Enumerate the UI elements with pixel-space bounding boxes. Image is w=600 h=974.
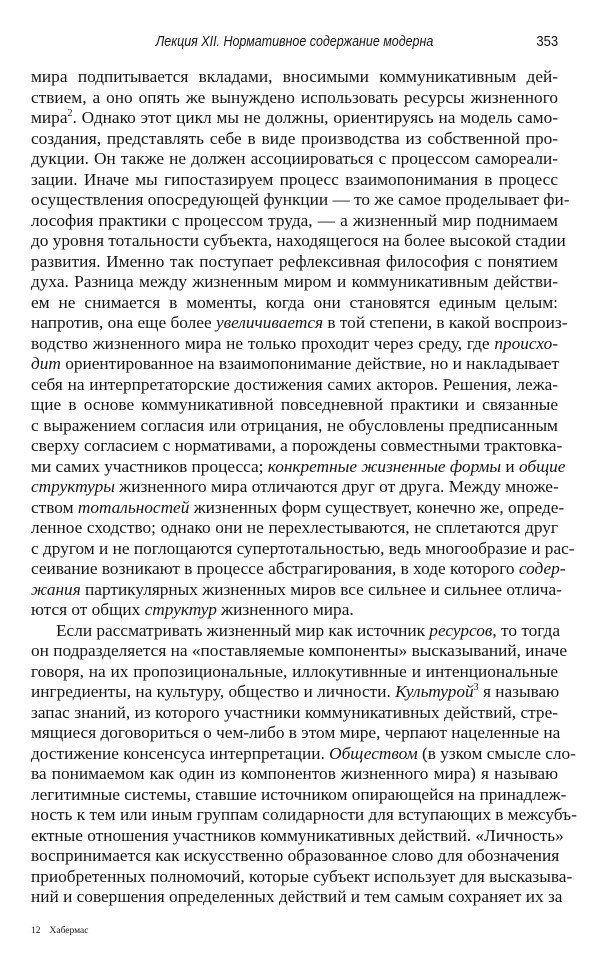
text-run: легитимные системы, ставшие источником опирающейся на принадлеж- xyxy=(31,784,567,804)
text-run: ем не снимается в моменты, когда они становятся единым целым: xyxy=(31,292,558,312)
text-run: создания, представлять себе в виде производства из собственной про- xyxy=(31,128,558,148)
text-run: приобретенных полномочий, которые субъект использует для высказыва- xyxy=(31,866,573,886)
text-run: себя на интерпретаторские достижения самих акторов. Решения, лежа- xyxy=(31,374,558,394)
text-line xyxy=(31,211,558,232)
emphasis-text: Культурой xyxy=(395,682,474,701)
signature-name: Хабермас xyxy=(49,926,89,936)
text-line xyxy=(31,67,558,88)
text-run: ством xyxy=(31,497,78,517)
text-line xyxy=(31,743,576,765)
emphasis-text: содер- xyxy=(518,559,566,578)
text-run: ми самих участников процесса; xyxy=(31,456,268,476)
text-run: водство жизненного мира не только проходит через среду, где xyxy=(31,333,495,353)
text-line xyxy=(31,723,561,744)
text-line xyxy=(31,477,558,498)
text-run: ленное сходство; однако они не перехлестываются, не сплетаются друг xyxy=(31,518,558,537)
text-line xyxy=(31,887,563,908)
text-run: он подразделяется на «поставляемые компоненты» высказываний, иначе xyxy=(31,641,568,660)
text-run: осуществления опосредующей функции — то же самое проделывает фи- xyxy=(31,190,570,209)
emphasis-text: Обществом xyxy=(329,743,418,763)
text-run: в той степени, в какой воспроиз- xyxy=(323,313,568,332)
text-run: . Однако этот цикл мы не должны, ориентируясь на модель само- xyxy=(72,108,558,127)
text-line xyxy=(31,395,558,416)
text-line xyxy=(31,764,558,785)
text-run: ориентированное на взаимопонимание действие, но и накладывает xyxy=(60,354,560,373)
text-run: и xyxy=(501,456,519,476)
text-run: с другом и не поглощаются супертотальностью, ведь многообразие и рас- xyxy=(31,538,575,558)
text-run: ингредиенты, на культуру, общество и личности. xyxy=(31,682,396,701)
text-run: ствием, а оно опять же вынуждено использовать ресурсы жизненного xyxy=(31,87,558,107)
footer-signature xyxy=(31,926,98,936)
text-line xyxy=(31,231,566,252)
text-line xyxy=(31,682,558,703)
text-run: ва понимаемом как один из компонентов жизненного мира) я называю xyxy=(31,764,558,783)
text-run: щие в основе коммуникативной повседневной практики и связанные xyxy=(31,395,558,414)
text-line xyxy=(31,375,558,396)
text-run: партикулярных жизненных миров все сильнее и сильнее отлича- xyxy=(80,579,562,599)
text-run: мира xyxy=(31,108,68,127)
text-run: ний и совершения определенных действий и тем самым сохраняет их за xyxy=(31,887,563,906)
text-line xyxy=(31,313,568,334)
text-run: с выражением согласия или отрицания, не обусловлены предписанным xyxy=(31,415,558,435)
text-run: напротив, она еще более xyxy=(31,313,216,332)
footnote-ref: 2 xyxy=(67,108,73,119)
text-run: , то тогда xyxy=(492,620,560,640)
text-run: (в узком смысле сло- xyxy=(417,743,576,763)
text-run: лософия практики с процессом труда, — а жизненный мир поднимаем xyxy=(31,210,558,230)
emphasis-text: жания xyxy=(31,579,81,599)
text-run: сверху согласием с нормативами, а порождены совместными трактовка- xyxy=(31,436,563,455)
emphasis-text: тотальностей xyxy=(77,497,190,517)
emphasis-text: общие xyxy=(518,456,566,476)
text-line xyxy=(31,354,558,375)
text-line xyxy=(31,129,558,150)
text-run: мящиеся договориться о чем-либо в этом мире, черпают нацеленные на xyxy=(31,723,561,742)
text-line xyxy=(31,108,558,129)
text-line xyxy=(31,252,558,273)
text-run: ектные отношения участников коммуникативных действий. «Личность» xyxy=(31,825,564,845)
text-line xyxy=(31,497,565,519)
text-run: мира подпитывается вкладами, вносимыми коммуникативным дей- xyxy=(31,67,558,86)
text-run: ются от общих xyxy=(31,600,145,619)
text-run: до уровня тотальности субъекта, находящегося на более высокой стадии xyxy=(31,231,566,250)
text-line xyxy=(31,825,564,847)
text-line xyxy=(31,805,577,826)
text-line xyxy=(31,866,573,888)
footnote-ref: 3 xyxy=(473,682,479,693)
text-line xyxy=(31,559,566,580)
text-line xyxy=(31,190,570,211)
text-line xyxy=(31,170,558,191)
text-line xyxy=(31,456,566,478)
text-line xyxy=(31,600,558,621)
text-run: воспринимается как искусственно образованное слово для обозначения xyxy=(31,846,560,865)
text-run: развития. Именно так поступает рефлексивная философия с понятием xyxy=(31,251,558,271)
text-run: духа. Разница между жизненным миром и коммуникативным действи- xyxy=(31,272,558,291)
text-run: говоря, на их пропозициональные, иллокутивнные и интенциональные xyxy=(31,661,558,681)
text-run: сеивание возникают в процессе абстрагирования, в ходе которого xyxy=(31,559,519,578)
text-run: ность к тем или иным группам солидарности для вступающих в межсубъ- xyxy=(31,805,577,824)
emphasis-text: дит xyxy=(31,354,61,373)
page-number: 353 xyxy=(536,34,558,50)
text-line xyxy=(31,538,575,560)
emphasis-text: увеличивается xyxy=(215,313,324,332)
text-run: достижение консенсуса интерпретации. xyxy=(31,743,330,763)
text-run: зации. Иначе мы гипостазируем процесс взаимопонимания в процесс xyxy=(31,169,558,189)
emphasis-text: ресурсов xyxy=(429,620,493,640)
text-line xyxy=(31,621,558,642)
text-run: дукции. Он также не должен ассоциироваться с процессом самореали- xyxy=(31,149,558,168)
text-line xyxy=(31,784,567,806)
text-line xyxy=(31,579,562,601)
text-line xyxy=(31,641,568,662)
signature-number: 12 xyxy=(31,926,41,936)
emphasis-text: структуры xyxy=(31,477,115,496)
text-line xyxy=(31,436,563,457)
text-line xyxy=(31,846,558,867)
text-run: жизненных форм существует, конечно же, опреде- xyxy=(189,497,565,517)
text-line xyxy=(31,662,558,683)
text-run: запас знаний, из которого участники коммуникативных действий, стре- xyxy=(31,702,558,722)
text-run: жизненного мира. xyxy=(216,600,354,619)
text-line xyxy=(31,416,558,437)
text-line xyxy=(31,149,558,170)
text-line xyxy=(31,272,558,293)
text-line xyxy=(31,334,558,355)
text-run: жизненного мира отличаются друг от друга. Между множе- xyxy=(114,477,559,496)
text-run: я называю xyxy=(478,682,560,701)
text-line xyxy=(31,88,558,109)
text-line xyxy=(31,293,558,314)
chapter-title: Лекция XII. Нормативное содержание модерна xyxy=(155,34,434,50)
body-text xyxy=(31,67,577,908)
emphasis-text: происхо- xyxy=(494,333,558,353)
text-line xyxy=(31,518,558,539)
emphasis-text: структур xyxy=(144,600,217,619)
running-header xyxy=(31,34,558,54)
text-run: Если рассматривать жизненный мир как источник xyxy=(56,620,430,640)
text-line xyxy=(31,703,558,724)
emphasis-text: конкретные жизненные формы xyxy=(267,456,502,476)
